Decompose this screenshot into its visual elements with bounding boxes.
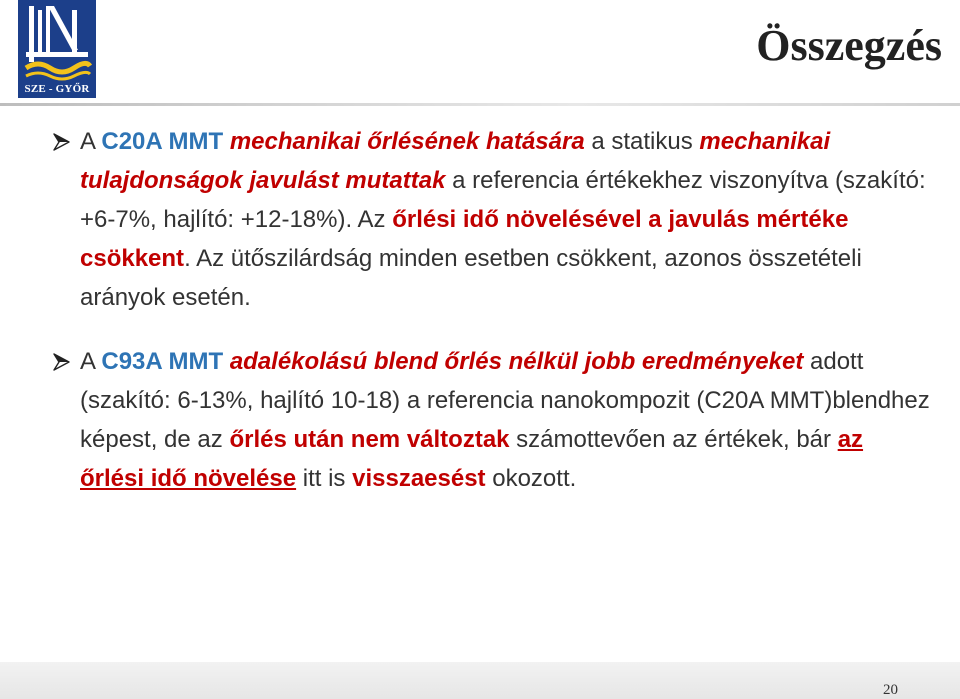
bullet-segment: A [80,128,102,155]
bullet-item [52,122,932,317]
highlight-segment: mechanikai őrlésének hatására [229,128,585,155]
bullet-segment: a statikus [584,128,700,155]
bullet-item [52,342,932,498]
highlight-segment: adalékolású blend őrlés nélkül jobb eredményeket [229,348,804,375]
highlight-segment: az őrlési idő növelése [80,426,864,492]
logo-text: SZE - GYŐR [24,83,90,95]
bullet-segment: okozott. [485,465,577,492]
highlight-segment: C93A MMT [101,348,224,375]
bullet-segment: adott (szakító: 6-13%, hajlító 10-18) a referencia nanokompozit (C20A MMT)blendhez képest, de az [80,348,930,453]
summary-content [52,122,932,523]
bullet-segment [223,128,230,155]
bullet-segment: . Az ütőszilárdság minden esetben csökkent, azonos összetételi arányok esetén. [80,245,862,311]
highlight-segment: mechanikai tulajdonságok javulást mutattak [80,128,831,194]
highlight-segment: visszaesést [352,465,486,492]
university-logo [18,0,96,98]
bullet-segment: számottevően az értékek, bár [509,426,838,453]
highlight-segment: C20A MMT [101,128,224,155]
bullet-segment [223,348,230,375]
page-number: 20 [883,682,898,698]
logo-emblem-icon [18,0,96,84]
bullet-segment: a referencia értékekhez viszonyítva (szakító: +6-7%, hajlító: +12-18%). Az [80,167,926,233]
bullet-arrow-icon [52,133,70,151]
bullet-arrow-icon [52,353,70,371]
footer-bar [0,662,960,699]
header-divider [0,103,960,106]
bullet-segment: itt is [296,465,353,492]
highlight-segment: őrlési idő növelésével a javulás mértéke csökkent [80,206,849,272]
bullet-text [80,348,930,492]
highlight-segment: őrlés után nem változtak [229,426,510,453]
slide-title: Összegzés [756,21,942,70]
bullet-text [80,128,926,311]
bullet-segment: A [80,348,102,375]
